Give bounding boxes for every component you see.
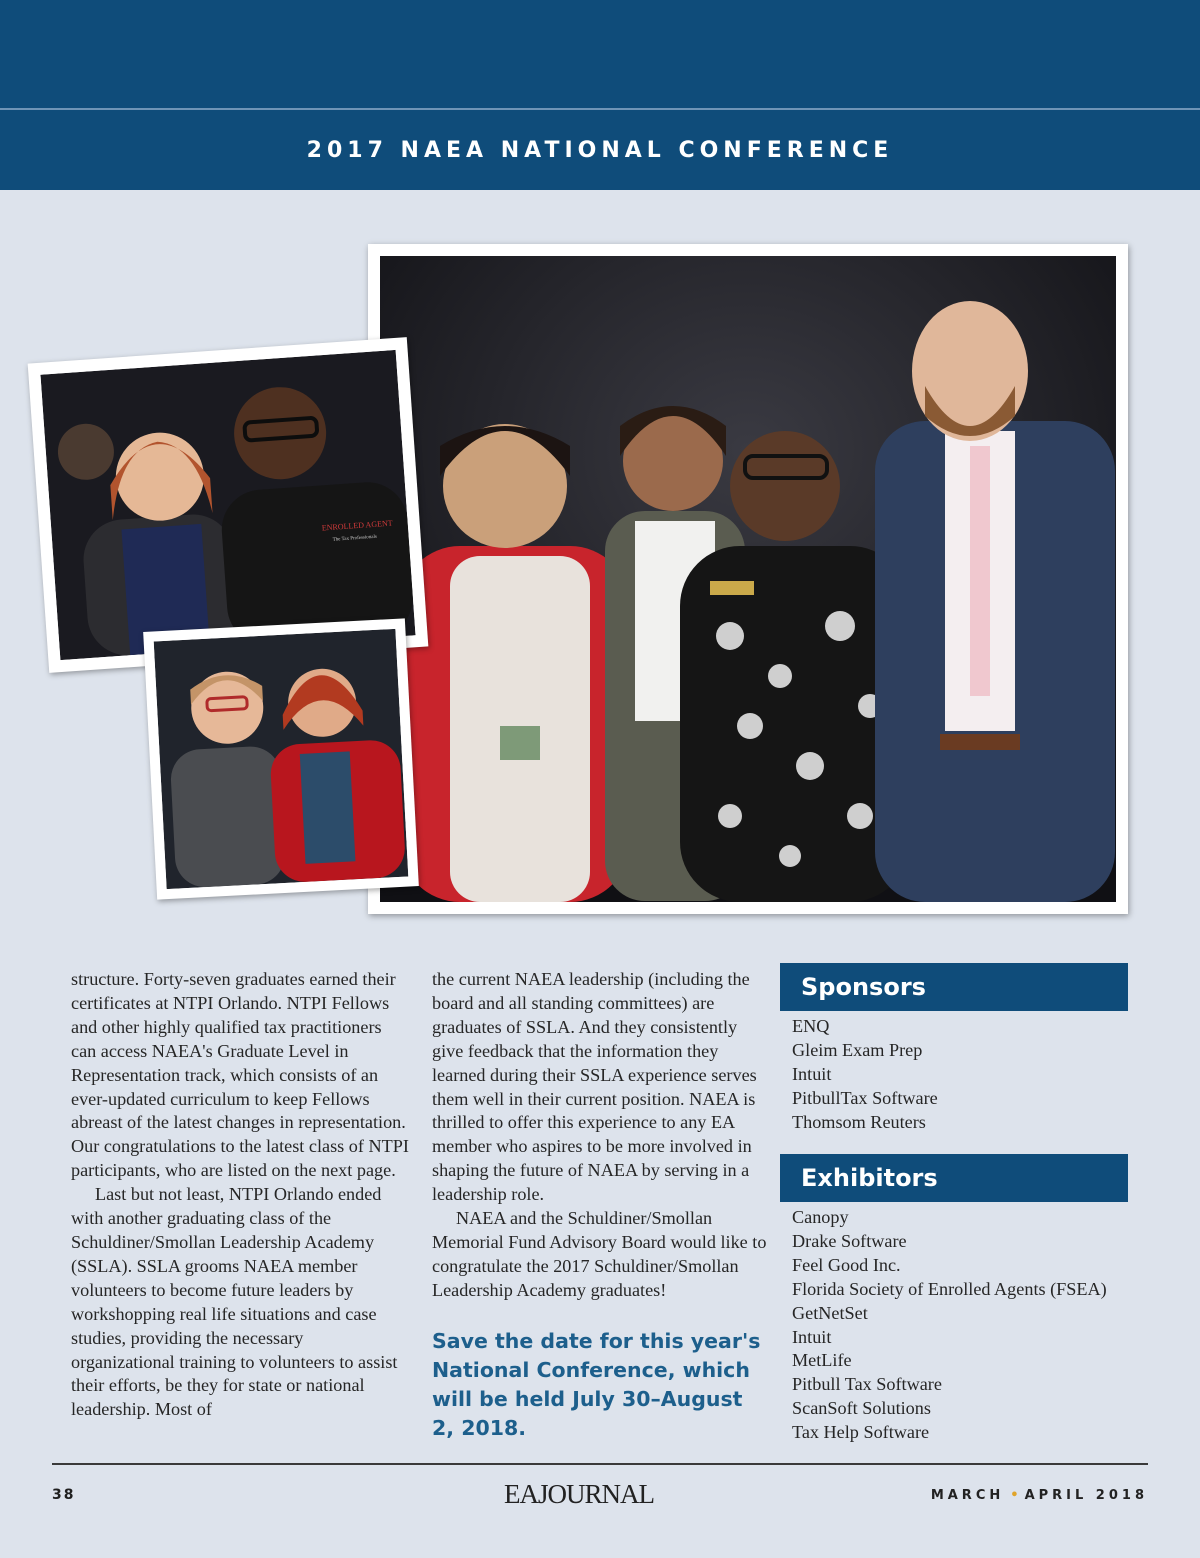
save-the-date-callout: Save the date for this year's National Conference, which will be held July 30–August 2, 2018. bbox=[432, 1328, 761, 1440]
list-item: Gleim Exam Prep bbox=[792, 1039, 923, 1060]
article-column-1 bbox=[71, 968, 411, 1422]
photo-main-group bbox=[368, 244, 1128, 914]
list-item: Pitbull Tax Software bbox=[792, 1374, 942, 1395]
exhibitors-list bbox=[780, 1206, 1128, 1445]
section-banner bbox=[0, 110, 1200, 190]
issue-month-2: APRIL 2018 bbox=[1024, 1488, 1148, 1503]
footer-divider bbox=[52, 1463, 1148, 1465]
list-item: PitbullTax Software bbox=[792, 1087, 938, 1108]
logo-journal: JOURNAL bbox=[538, 1479, 655, 1509]
exhibitors-box bbox=[780, 1154, 1128, 1445]
list-item: Feel Good Inc. bbox=[792, 1254, 901, 1275]
issue-month-1: MARCH bbox=[930, 1488, 1005, 1503]
list-item: Tax Help Software bbox=[792, 1422, 930, 1443]
list-item: Thomsom Reuters bbox=[792, 1111, 926, 1132]
article-paragraph: Last but not least, NTPI Orlando ended with another graduating class of the Schuldiner/Smollan Leadership Academy (SSLA). SSLA grooms NAEA member volunteers to become future leaders by workshopping real life situations and case studies, providing the necessary organizational training to volunteers to assist their efforts, be they for state or national leadership. Most of bbox=[71, 1184, 398, 1420]
page-number: 38 bbox=[52, 1487, 76, 1503]
article-paragraph: the current NAEA leadership (including the board and all standing committees) are graduates of SSLA. And they consistently give feedback that the information they learned during their SSLA experience serves them well in their current position. NAEA is thrilled to offer this experience to any EA member who aspires to be more involved in shaping the future of NAEA by serving in a leadership role. bbox=[432, 969, 757, 1205]
article-paragraph: NAEA and the Schuldiner/Smollan Memorial Fund Advisory Board would like to congratulate the 2017 Schuldiner/Smollan Leadership Academy graduates! bbox=[432, 1208, 767, 1300]
list-item: Florida Society of Enrolled Agents (FSEA) bbox=[792, 1278, 1107, 1299]
ea-journal-logo bbox=[504, 1479, 654, 1510]
shirt-logo-subtext: The Tax Professionals bbox=[332, 534, 378, 543]
list-item: GetNetSet bbox=[792, 1302, 868, 1323]
couple-photo-illustration bbox=[40, 350, 415, 660]
section-title: 2017 NAEA NATIONAL CONFERENCE bbox=[306, 137, 894, 163]
group-photo-illustration bbox=[380, 256, 1116, 902]
list-item: Drake Software bbox=[792, 1230, 907, 1251]
list-item: Intuit bbox=[792, 1326, 832, 1347]
sponsors-heading: Sponsors bbox=[780, 963, 1128, 1011]
sponsors-box bbox=[780, 963, 1128, 1135]
name-badge bbox=[710, 581, 754, 595]
list-item: ScanSoft Solutions bbox=[792, 1398, 931, 1419]
top-color-band bbox=[0, 0, 1200, 108]
list-item: Canopy bbox=[792, 1207, 849, 1227]
shirt-logo: ENROLLED AGENT bbox=[321, 518, 393, 533]
list-item: Intuit bbox=[792, 1063, 832, 1084]
two-women-photo-illustration bbox=[154, 629, 409, 889]
issue-date bbox=[931, 1488, 1148, 1503]
photo-two-women bbox=[143, 618, 419, 899]
separator-dot-icon: • bbox=[1010, 1488, 1019, 1503]
list-item: ENQ bbox=[792, 1016, 830, 1036]
article-column-2 bbox=[432, 968, 770, 1443]
article-paragraph: structure. Forty-seven graduates earned their certificates at NTPI Orlando. NTPI Fellows and other highly qualified tax practitioners can access NAEA's Graduate Level in Representation track, which consists of an ever-updated curriculum to keep Fellows abreast of the latest changes in representation. Our congratulations to the latest class of NTPI participants, who are listed on the next page. bbox=[71, 969, 409, 1181]
list-item: MetLife bbox=[792, 1350, 852, 1371]
sponsors-list bbox=[780, 1015, 1128, 1135]
exhibitors-heading: Exhibitors bbox=[780, 1154, 1128, 1202]
logo-ea: EA bbox=[504, 1479, 538, 1509]
lanyard-pouch bbox=[500, 726, 540, 760]
